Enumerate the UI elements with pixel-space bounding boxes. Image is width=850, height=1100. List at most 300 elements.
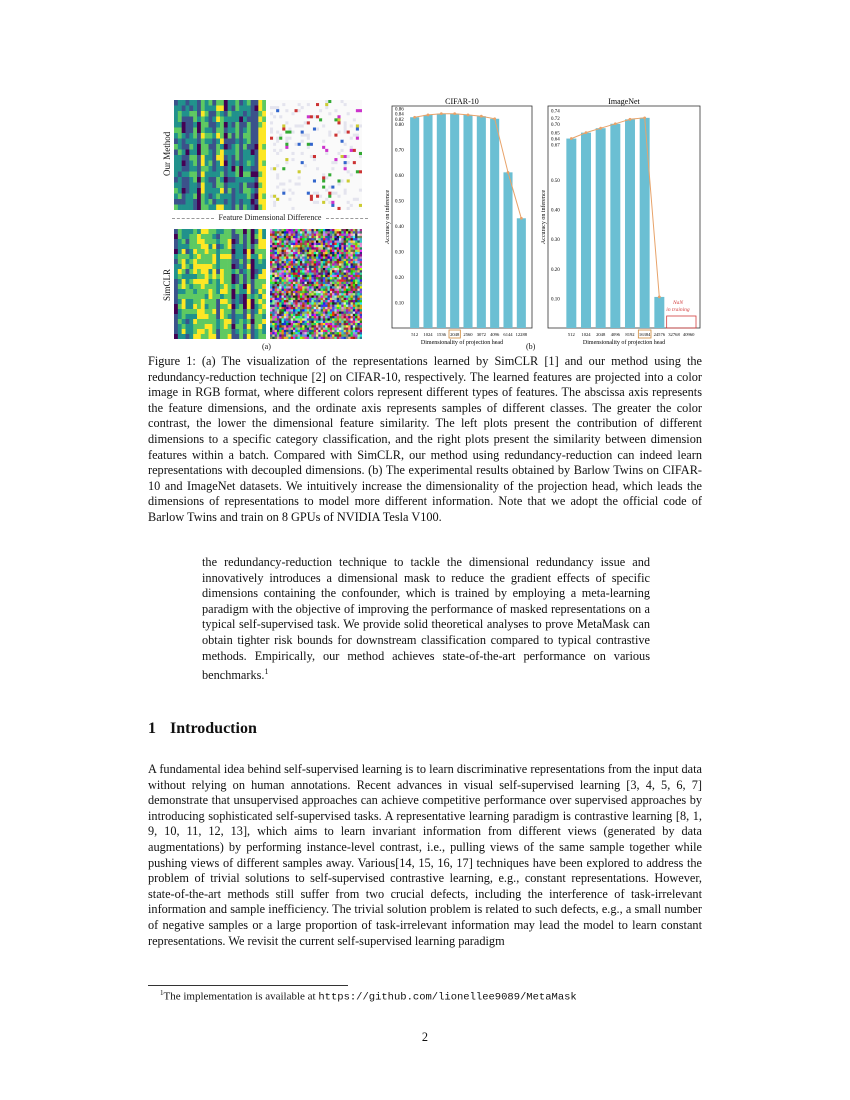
heatmap-cell xyxy=(228,139,232,145)
heatmap-cell xyxy=(288,195,291,198)
heatmap-cell xyxy=(239,299,243,304)
heatmap-cell xyxy=(285,207,288,210)
heatmap-cell xyxy=(344,198,347,201)
heatmap-cell xyxy=(291,112,294,115)
heatmap-cell xyxy=(174,299,178,304)
heatmap-cell xyxy=(350,158,353,161)
heatmap-cell xyxy=(300,295,303,298)
heatmap-cell xyxy=(262,264,266,269)
heatmap-cell xyxy=(360,240,362,243)
heatmap-cell xyxy=(344,273,347,276)
heatmap-cell xyxy=(189,106,193,112)
heatmap-cell xyxy=(193,249,197,254)
heatmap-cell xyxy=(319,118,322,121)
heatmap-cell xyxy=(276,112,279,115)
heatmap-cell xyxy=(305,259,308,262)
heatmap-cell xyxy=(331,176,334,179)
y-tick-label: 0.20 xyxy=(395,275,404,281)
heatmap-cell xyxy=(205,244,209,249)
heatmap-cell xyxy=(286,229,289,232)
heatmap-cell xyxy=(353,312,356,315)
heatmap-cell xyxy=(332,293,335,296)
heatmap-cell xyxy=(350,146,353,149)
heatmap-cell xyxy=(300,330,303,333)
heatmap-cell xyxy=(353,164,356,167)
heatmap-cell xyxy=(322,201,325,204)
heatmap-cell xyxy=(301,164,304,167)
heatmap-cell xyxy=(309,295,312,298)
heatmap-cell xyxy=(307,295,310,298)
heatmap-cell xyxy=(288,323,291,326)
heatmap-cell xyxy=(272,261,275,264)
heatmap-cell xyxy=(309,270,312,273)
heatmap-cell xyxy=(228,319,232,324)
heatmap-cell xyxy=(201,239,205,244)
heatmap-cell xyxy=(351,332,354,335)
heatmap-cell xyxy=(328,118,331,121)
heatmap-cell xyxy=(331,152,334,155)
heatmap-cell xyxy=(360,275,362,278)
heatmap-cell xyxy=(295,302,298,305)
heatmap-cell xyxy=(353,270,356,273)
heatmap-cell xyxy=(344,289,347,292)
heatmap-cell xyxy=(304,100,307,103)
heatmap-cell xyxy=(325,309,328,312)
heatmap-cell xyxy=(334,229,337,232)
heatmap-cell xyxy=(262,100,266,106)
heatmap-cell xyxy=(311,302,314,305)
chart-title: CIFAR-10 xyxy=(445,97,479,106)
heatmap-cell xyxy=(201,122,205,128)
heatmap-cell xyxy=(273,106,276,109)
heatmap-cell xyxy=(276,170,279,173)
heatmap-cell xyxy=(346,234,349,237)
heatmap-cell xyxy=(288,124,291,127)
heatmap-cell xyxy=(258,194,262,200)
heatmap-cell xyxy=(239,117,243,123)
heatmap-cell xyxy=(318,261,321,264)
heatmap-cell xyxy=(277,259,280,262)
heatmap-cell xyxy=(209,106,213,112)
heatmap-cell xyxy=(212,284,216,289)
heatmap-cell xyxy=(355,337,358,339)
heatmap-cell xyxy=(279,337,282,339)
heatmap-cell xyxy=(193,177,197,183)
heatmap-cell xyxy=(351,314,354,317)
heatmap-cell xyxy=(298,207,301,210)
heatmap-cell xyxy=(178,177,182,183)
heatmap-cell xyxy=(286,257,289,260)
heatmap-cell xyxy=(212,172,216,178)
heatmap-cell xyxy=(277,332,280,335)
heatmap-cell xyxy=(291,270,294,273)
heatmap-cell xyxy=(318,279,321,282)
heatmap-cell xyxy=(197,183,201,189)
heatmap-cell xyxy=(323,254,326,257)
heatmap-cell xyxy=(304,195,307,198)
heatmap-cell xyxy=(189,324,193,329)
heatmap-cell xyxy=(235,128,239,134)
heatmap-cell xyxy=(302,332,305,335)
heatmap-cell xyxy=(314,236,317,239)
heatmap-cell xyxy=(243,166,247,172)
heatmap-cell xyxy=(288,112,291,115)
heatmap-cell xyxy=(273,109,276,112)
heatmap-cell xyxy=(323,236,326,239)
heatmap-cell xyxy=(341,307,344,310)
heatmap-cell xyxy=(307,137,310,140)
heatmap-cell xyxy=(359,204,362,207)
heatmap-cell xyxy=(350,173,353,176)
heatmap-cell xyxy=(353,254,356,257)
y-tick-label: 0.80 xyxy=(395,122,404,128)
heatmap-cell xyxy=(328,291,331,294)
heatmap-cell xyxy=(288,143,291,146)
heatmap-cell xyxy=(301,195,304,198)
heatmap-cell xyxy=(205,205,209,211)
heatmap-cell xyxy=(321,257,324,260)
heatmap-cell xyxy=(251,324,255,329)
heatmap-cell xyxy=(316,323,319,326)
heatmap-cell xyxy=(279,155,282,158)
heatmap-cell xyxy=(353,155,356,158)
heatmap-cell xyxy=(348,316,351,319)
heatmap-cell xyxy=(243,229,247,234)
heatmap-cell xyxy=(316,325,319,328)
heatmap-cell xyxy=(174,111,178,117)
heatmap-cell xyxy=(182,100,186,106)
heatmap-cell xyxy=(182,199,186,205)
heatmap-cell xyxy=(348,337,351,339)
heatmap-cell xyxy=(284,323,287,326)
heatmap-cell xyxy=(262,133,266,139)
heatmap-cell xyxy=(337,275,340,278)
heatmap-cell xyxy=(291,302,294,305)
heatmap-cell xyxy=(272,312,275,315)
heatmap-cell xyxy=(275,282,278,285)
heatmap-cell xyxy=(276,161,279,164)
heatmap-cell xyxy=(318,314,321,317)
heatmap-cell xyxy=(316,109,319,112)
heatmap-cell xyxy=(351,277,354,280)
heatmap-cell xyxy=(288,134,291,137)
heatmap-cell xyxy=(356,183,359,186)
heatmap-cell xyxy=(212,299,216,304)
heatmap-cell xyxy=(307,234,310,237)
heatmap-cell xyxy=(298,143,301,146)
heatmap-cell xyxy=(353,250,356,253)
heatmap-cell xyxy=(262,329,266,334)
heatmap-cell xyxy=(288,334,291,337)
heatmap-cell xyxy=(350,137,353,140)
heatmap-cell xyxy=(212,161,216,167)
heatmap-cell xyxy=(322,158,325,161)
heatmap-cell xyxy=(235,289,239,294)
heatmap-cell xyxy=(205,161,209,167)
heatmap-cell xyxy=(212,133,216,139)
heatmap-cell xyxy=(300,231,303,234)
heatmap-cell xyxy=(272,259,275,262)
heatmap-cell xyxy=(247,106,251,112)
heatmap-cell xyxy=(318,247,321,250)
heatmap-cell xyxy=(325,328,328,331)
heatmap-cell xyxy=(279,273,282,276)
heatmap-cell xyxy=(357,282,360,285)
heatmap-cell xyxy=(331,170,334,173)
heatmap-cell xyxy=(291,143,294,146)
heatmap-cell xyxy=(301,140,304,143)
heatmap-cell xyxy=(228,117,232,123)
heatmap-cell xyxy=(255,100,259,106)
heatmap-cell xyxy=(251,269,255,274)
heatmap-cell xyxy=(247,274,251,279)
heatmap-cell xyxy=(318,275,321,278)
heatmap-cell xyxy=(298,261,301,264)
heatmap-cell xyxy=(313,106,316,109)
heatmap-cell xyxy=(316,300,319,303)
heatmap-cell xyxy=(360,238,362,241)
heatmap-cell xyxy=(277,300,280,303)
heatmap-cell xyxy=(348,318,351,321)
heatmap-cell xyxy=(355,261,358,264)
heatmap-cell xyxy=(359,164,362,167)
heatmap-cell xyxy=(220,229,224,234)
heatmap-cell xyxy=(243,319,247,324)
heatmap-cell xyxy=(212,309,216,314)
heatmap-cell xyxy=(288,328,291,331)
y-tick-label: 0.20 xyxy=(551,267,560,273)
heatmap-cell xyxy=(316,238,319,241)
y-tick-label: 0.86 xyxy=(395,107,404,113)
heatmap-cell xyxy=(189,155,193,161)
heatmap-cell xyxy=(258,289,262,294)
heatmap-cell xyxy=(270,261,273,264)
heatmap-cell xyxy=(275,257,278,260)
heatmap-cell xyxy=(298,254,301,257)
heatmap-cell xyxy=(220,172,224,178)
heatmap-cell xyxy=(356,109,359,112)
heatmap-cell xyxy=(311,250,314,253)
footnote-mark: 1 xyxy=(160,989,164,997)
heatmap-cell xyxy=(344,302,347,305)
heatmap-cell xyxy=(189,199,193,205)
heatmap-cell xyxy=(348,307,351,310)
heatmap-cell xyxy=(353,109,356,112)
x-tick-label: 2048 xyxy=(596,332,606,337)
heatmap-cell xyxy=(270,316,273,319)
heatmap-cell xyxy=(209,133,213,139)
heatmap-cell xyxy=(197,284,201,289)
heatmap-cell xyxy=(232,150,236,156)
heatmap-cell xyxy=(344,284,347,287)
heatmap-cell xyxy=(301,179,304,182)
heatmap-cell xyxy=(331,118,334,121)
heatmap-cell xyxy=(243,100,247,106)
heatmap-cell xyxy=(351,234,354,237)
heatmap-cell xyxy=(220,334,224,339)
heatmap-cell xyxy=(339,328,342,331)
heatmap-cell xyxy=(307,167,310,170)
heatmap-cell xyxy=(235,294,239,299)
heatmap-cell xyxy=(313,121,316,124)
heatmap-cell xyxy=(247,139,251,145)
heatmap-cell xyxy=(295,270,298,273)
heatmap-cell xyxy=(360,302,362,305)
heatmap-cell xyxy=(276,124,279,127)
heatmap-cell xyxy=(205,289,209,294)
heatmap-cell xyxy=(337,270,340,273)
heatmap-cell xyxy=(277,337,280,339)
heatmap-cell xyxy=(272,323,275,326)
heatmap-cell xyxy=(325,100,328,103)
heatmap-cell xyxy=(310,106,313,109)
heatmap-cell xyxy=(174,188,178,194)
heatmap-cell xyxy=(293,325,296,328)
heatmap-cell xyxy=(351,316,354,319)
heatmap-cell xyxy=(291,330,294,333)
heatmap-cell xyxy=(275,295,278,298)
heatmap-cell xyxy=(251,172,255,178)
heatmap-cell xyxy=(279,263,282,266)
heatmap-cell xyxy=(325,323,328,326)
heatmap-cell xyxy=(182,106,186,112)
heatmap-cell xyxy=(298,164,301,167)
footnote-link[interactable]: https://github.com/lionellee9089/MetaMask xyxy=(318,991,577,1004)
heatmap-cell xyxy=(330,316,333,319)
heatmap-cell xyxy=(357,334,360,337)
heatmap-cell xyxy=(348,266,351,269)
heatmap-cell xyxy=(321,236,324,239)
heatmap-cell xyxy=(291,131,294,134)
heatmap-cell xyxy=(247,205,251,211)
heatmap-cell xyxy=(305,236,308,239)
heatmap-cell xyxy=(334,302,337,305)
heatmap-cell xyxy=(232,183,236,189)
trend-point xyxy=(614,122,617,125)
heatmap-cell xyxy=(310,179,313,182)
x-tick-label: 512 xyxy=(567,332,575,337)
heatmap-cell xyxy=(344,334,347,337)
heatmap-cell xyxy=(359,131,362,134)
heatmap-cell xyxy=(220,100,224,106)
heatmap-cell xyxy=(325,112,328,115)
heatmap-cell xyxy=(322,176,325,179)
heatmap-cell xyxy=(334,257,337,260)
heatmap-cell xyxy=(178,289,182,294)
heatmap-cell xyxy=(314,334,317,337)
heatmap-cell xyxy=(235,155,239,161)
heatmap-cell xyxy=(341,234,344,237)
heatmap-cell xyxy=(209,334,213,339)
heatmap-cell xyxy=(310,112,313,115)
heatmap-cell xyxy=(300,291,303,294)
heatmap-cell xyxy=(228,314,232,319)
heatmap-cell xyxy=(337,234,340,237)
heatmap-cell xyxy=(279,183,282,186)
heatmap-cell xyxy=(272,321,275,324)
heatmap-cell xyxy=(319,115,322,118)
heatmap-cell xyxy=(220,188,224,194)
heatmap-cell xyxy=(293,282,296,285)
heatmap-cell xyxy=(311,330,314,333)
heatmap-cell xyxy=(313,124,316,127)
heatmap-cell xyxy=(228,155,232,161)
heatmap-cell xyxy=(346,245,349,248)
heatmap-cell xyxy=(284,293,287,296)
heatmap-cell xyxy=(275,229,278,232)
heatmap-cell xyxy=(262,229,266,234)
heatmap-cell xyxy=(309,261,312,264)
heatmap-cell xyxy=(328,250,331,253)
heatmap-cell xyxy=(337,293,340,296)
heatmap-cell xyxy=(347,207,350,210)
heatmap-cell xyxy=(344,106,347,109)
heatmap-cell xyxy=(307,201,310,204)
heatmap-cell xyxy=(293,236,296,239)
heatmap-cell xyxy=(304,207,307,210)
heatmap-cell xyxy=(291,152,294,155)
heatmap-cell xyxy=(357,240,360,243)
heatmap-cell xyxy=(224,133,228,139)
heatmap-cell xyxy=(186,309,190,314)
heatmap-cell xyxy=(251,274,255,279)
heatmap-cell xyxy=(220,274,224,279)
heatmap-cell xyxy=(334,312,337,315)
heatmap-cell xyxy=(285,100,288,103)
heatmap-cell xyxy=(201,244,205,249)
heatmap-cell xyxy=(288,118,291,121)
heatmap-cell xyxy=(353,231,356,234)
heatmap-cell xyxy=(313,140,316,143)
heatmap-cell xyxy=(270,121,273,124)
heatmap-cell xyxy=(313,115,316,118)
heatmap-cell xyxy=(322,100,325,103)
heatmap-cell xyxy=(346,243,349,246)
heatmap-cell xyxy=(337,201,340,204)
heatmap-cell xyxy=(279,204,282,207)
heatmap-cell xyxy=(341,252,344,255)
heatmap-cell xyxy=(321,289,324,292)
heatmap-cell xyxy=(276,131,279,134)
heatmap-cell xyxy=(347,131,350,134)
heatmap-cell xyxy=(325,234,328,237)
heatmap-cell xyxy=(328,263,331,266)
heatmap-cell xyxy=(258,239,262,244)
heatmap-cell xyxy=(186,199,190,205)
heatmap-cell xyxy=(284,325,287,328)
heatmap-cell xyxy=(270,282,273,285)
heatmap-cell xyxy=(295,195,298,198)
heatmap-cell xyxy=(295,240,298,243)
heatmap-cell xyxy=(341,309,344,312)
heatmap-cell xyxy=(321,318,324,321)
heatmap-cell xyxy=(300,300,303,303)
heatmap-cell xyxy=(304,128,307,131)
heatmap-cell xyxy=(224,150,228,156)
heatmap-cell xyxy=(197,259,201,264)
heatmap-cell xyxy=(325,140,328,143)
heatmap-cell xyxy=(228,324,232,329)
heatmap-cell xyxy=(298,305,301,308)
heatmap-cell xyxy=(311,263,314,266)
heatmap-cell xyxy=(189,269,193,274)
heatmap-cell xyxy=(293,332,296,335)
heatmap-cell xyxy=(325,263,328,266)
heatmap-cell xyxy=(189,254,193,259)
heatmap-cell xyxy=(322,204,325,207)
heatmap-cell xyxy=(239,259,243,264)
heatmap-cell xyxy=(258,139,262,145)
